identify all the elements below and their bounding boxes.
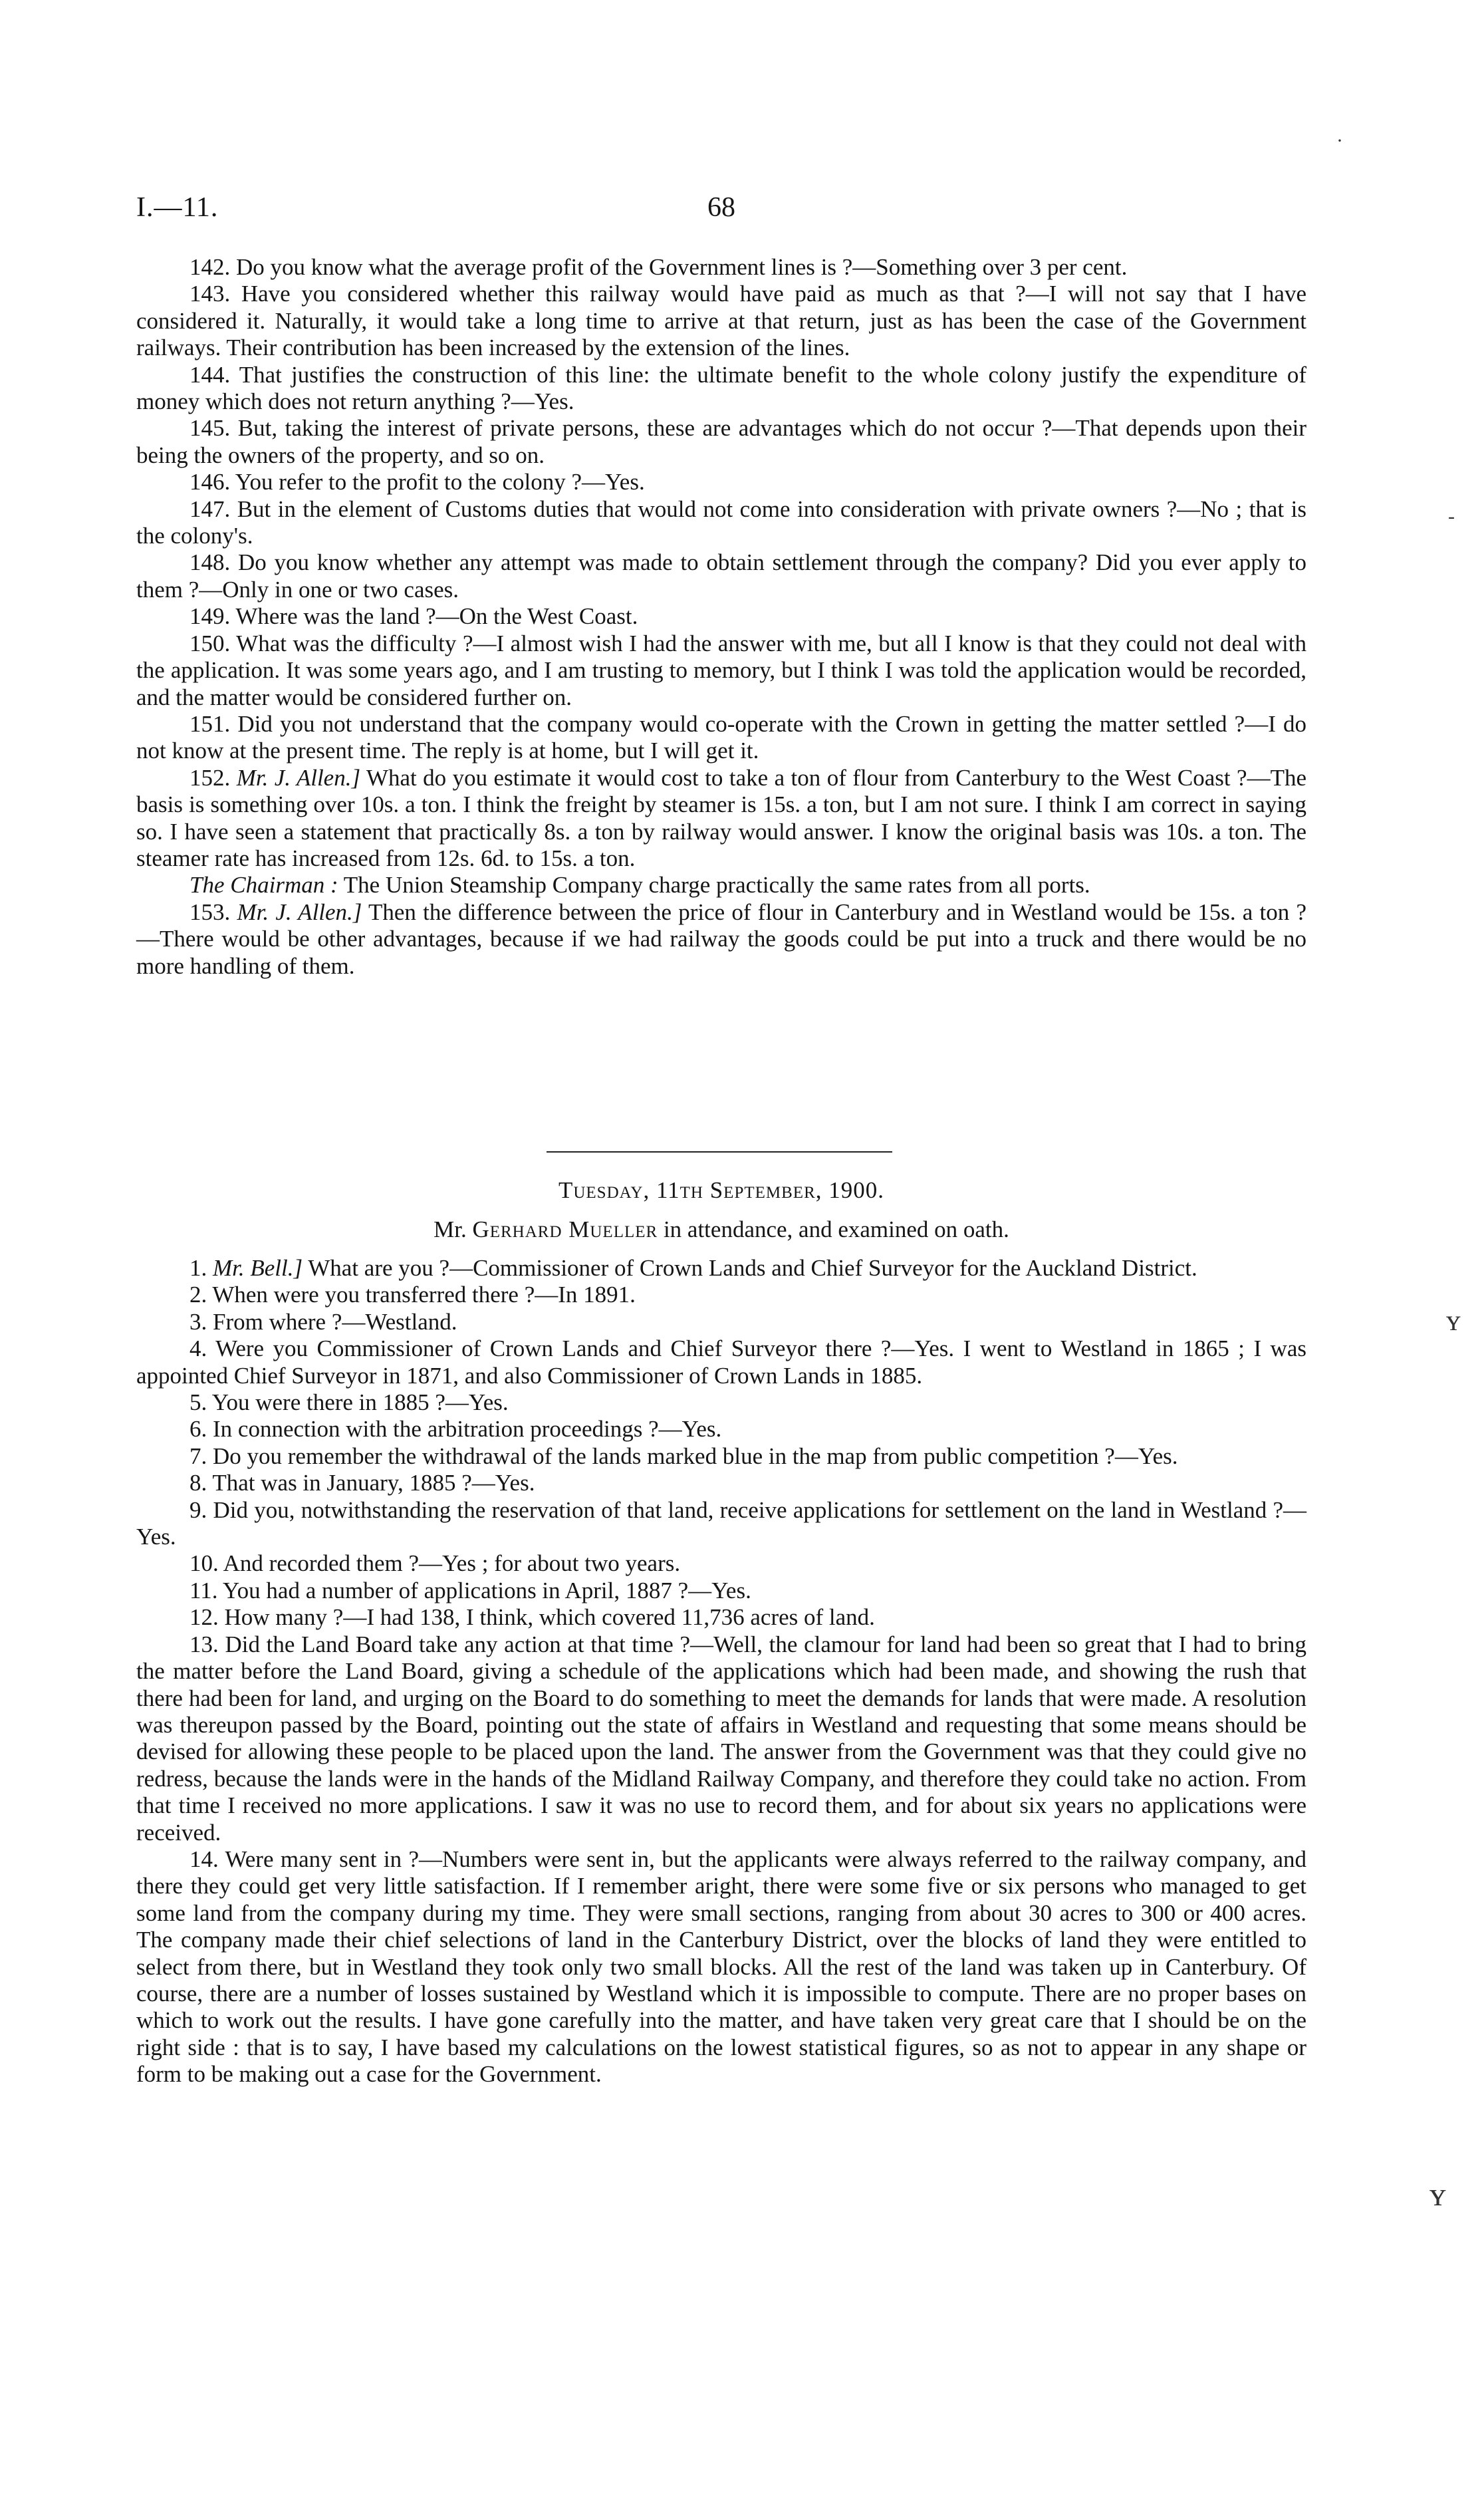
witness-suffix: in attendance, and examined on oath. — [663, 1216, 1009, 1242]
document-code: I.—11. — [136, 192, 219, 223]
paragraph-text: 8. That was in January, 1885 ?—Yes. — [189, 1470, 535, 1496]
paragraph-text: 149. Where was the land ?—On the West Coast. — [189, 603, 638, 630]
margin-speck: - — [1448, 505, 1455, 527]
question-paragraph — [136, 1255, 1306, 1282]
paragraph-text: 148. Do you know whether any attempt was made to obtain settlement through the company? Did you ever apply to them ?—Only in one or two cases. — [136, 549, 1306, 603]
paragraph-text: 151. Did you not understand that the company would co-operate with the Crown in getting the matter settled ?—I do not know at the present time. The reply is at home, but I will get it. — [136, 710, 1306, 764]
question-paragraph — [136, 254, 1306, 281]
question-paragraph — [136, 1389, 1306, 1416]
paragraph-text: 142. Do you know what the average profit of the Government lines is ?—Something over 3 per cent. — [189, 254, 1128, 280]
question-paragraph — [136, 281, 1306, 361]
paragraph-text: 2. When were you transferred there ?—In 1891. — [189, 1282, 636, 1308]
question-number: 1. — [189, 1255, 207, 1281]
date-heading: Tuesday, 11th September, 1900. — [558, 1177, 885, 1203]
question-paragraph — [136, 1604, 1306, 1631]
question-paragraph — [136, 711, 1306, 765]
question-paragraph — [136, 415, 1306, 469]
question-number: 153. — [189, 899, 231, 925]
question-paragraph — [136, 603, 1306, 630]
question-paragraph — [136, 872, 1306, 899]
speaker-label: Mr. Bell.] — [213, 1255, 303, 1281]
speaker-label: Mr. J. Allen.] — [236, 764, 361, 791]
question-paragraph — [136, 469, 1306, 495]
speaker-label: The Chairman : — [189, 872, 338, 899]
question-paragraph — [136, 1578, 1306, 1604]
evidence-section-continued — [136, 254, 1306, 980]
question-paragraph — [136, 899, 1306, 980]
witness-prefix: Mr. — [433, 1216, 467, 1242]
page-number: 68 — [707, 192, 735, 223]
section-divider — [547, 1151, 892, 1153]
question-paragraph — [136, 1416, 1306, 1443]
witness-name: Gerhard Mueller — [472, 1216, 658, 1242]
question-paragraph — [136, 549, 1306, 603]
paragraph-text: 6. In connection with the arbitration proceedings ?—Yes. — [189, 1416, 722, 1443]
question-paragraph — [136, 1470, 1306, 1496]
witness-heading — [136, 1215, 1306, 1244]
paragraph-text: 145. But, taking the interest of private persons, these are advantages which do not occur ?—That depends upon their being the owners of the property, and so on. — [136, 415, 1306, 468]
margin-speck: ʏ — [1429, 2175, 1446, 2213]
question-number: 152. — [189, 764, 231, 791]
paragraph-text: 150. What was the difficulty ?—I almost wish I had the answer with me, but all I know is that they could not deal with the application. It was some years ago, and I am trusting to memory, but I think I was told the application would be recorded, and the matter would be considered further on. — [136, 630, 1306, 710]
paragraph-text: What are you ?—Commissioner of Crown Lands and Chief Surveyor for the Auckland District. — [308, 1255, 1197, 1281]
paragraph-text: 147. But in the element of Customs duties that would not come into consideration with private owners ?—No ; that is the colony's. — [136, 495, 1306, 549]
question-paragraph — [136, 630, 1306, 711]
paragraph-text: 13. Did the Land Board take any action at that time ?—Well, the clamour for land had been so great that I had to bring the matter before the Land Board, giving a schedule of the applications which had been made, and showing the rush that there had been for land, and urging on the Board to do something to meet the demands for lands that were made. A resolution was thereupon passed by the Board, pointing out the state of affairs in Westland and requesting that some means should be devised for allowing these people to be placed upon the land. The answer from the Government was that they could give no redress, because the lands were in the hands of the Midland Railway Company, and therefore they could take no action. From that time I received no more applications. I saw it was no use to record them, and for about six years no applications were received. — [136, 1631, 1306, 1846]
question-paragraph — [136, 1631, 1306, 1846]
question-paragraph — [136, 1282, 1306, 1308]
question-paragraph — [136, 765, 1306, 873]
question-paragraph — [136, 1443, 1306, 1470]
question-paragraph — [136, 1846, 1306, 2088]
paragraph-text: 5. You were there in 1885 ?—Yes. — [189, 1389, 509, 1416]
speaker-label: Mr. J. Allen.] — [237, 899, 362, 925]
question-paragraph — [136, 1497, 1306, 1551]
margin-speck: ʏ — [1446, 1304, 1461, 1337]
paragraph-text: 10. And recorded them ?—Yes ; for about two years. — [189, 1550, 681, 1577]
question-paragraph — [136, 362, 1306, 416]
paragraph-text: 12. How many ?—I had 138, I think, which covered 11,736 acres of land. — [189, 1604, 875, 1631]
paragraph-text: 3. From where ?—Westland. — [189, 1308, 457, 1335]
evidence-section-mueller — [136, 1255, 1306, 2088]
paragraph-text: 146. You refer to the profit to the colony ?—Yes. — [189, 469, 645, 495]
paragraph-text: The Union Steamship Company charge practically the same rates from all ports. — [343, 872, 1090, 899]
page-header — [136, 188, 1306, 227]
margin-speck: · — [1336, 130, 1343, 152]
paragraph-text: 9. Did you, notwithstanding the reservation of that land, receive applications for settlement on the land in Westland ?—Yes. — [136, 1496, 1306, 1550]
paragraph-text: 143. Have you considered whether this railway would have paid as much as that ?—I will not say that I have considered it. Naturally, it would take a long time to arrive at that return, just as has been the case of the Government railways. Their contribution has been increased by the extension of the lines. — [136, 281, 1306, 361]
question-paragraph — [136, 1309, 1306, 1335]
paragraph-text: 11. You had a number of applications in April, 1887 ?—Yes. — [189, 1577, 751, 1603]
question-paragraph — [136, 1550, 1306, 1577]
paragraph-text: 14. Were many sent in ?—Numbers were sent in, but the applicants were always referred to the railway company, and there they could get very little satisfaction. If I remember aright, there were some five or six persons who managed to get some land from the company during my time. They were small sections, ranging from about 30 acres to 300 or 400 acres. The company made their chief selections of land in the Canterbury District, over the blocks of land they were entitled to select from there, but in Westland they took only two small blocks. All the rest of the land was taken up in Canterbury. Of course, there are a number of losses sustained by Westland which it is impossible to compute. There are no proper bases on which to work out the results. I have gone carefully into the matter, and have taken very great care that I should be on the right side : that is to say, I have based my calculations on the lowest statistical figures, so as not to appear in any shape or form to be making out a case for the Government. — [136, 1846, 1306, 2088]
paragraph-text: 4. Were you Commissioner of Crown Lands and Chief Surveyor there ?—Yes. I went to Westland in 1865 ; I was appointed Chief Surveyor in 1871, and also Commissioner of Crown Lands in 1885. — [136, 1335, 1306, 1389]
paragraph-text: What do you estimate it would cost to take a ton of flour from Canterbury to the West Coast ?—The basis is something over 10s. a ton. I think the freight by steamer is 15s. a ton, but I am not sure. I think I am correct in saying so. I have seen a statement that practically 8s. a ton by railway would answer. I know the original basis was 10s. a ton. The steamer rate has increased from 12s. 6d. to 15s. a ton. — [136, 764, 1306, 871]
paragraph-text: 144. That justifies the construction of this line: the ultimate benefit to the whole colony justify the expenditure of money which does not return anything ?—Yes. — [136, 361, 1306, 415]
question-paragraph — [136, 496, 1306, 550]
question-paragraph — [136, 1335, 1306, 1389]
paragraph-text: 7. Do you remember the withdrawal of the lands marked blue in the map from public competition ?—Yes. — [189, 1443, 1178, 1469]
paragraph-text: Then the difference between the price of flour in Canterbury and in Westland would be 15s. a ton ?—There would be other advantages, because if we had railway the goods could be put into a truck and there would be no more handling of them. — [136, 899, 1306, 979]
